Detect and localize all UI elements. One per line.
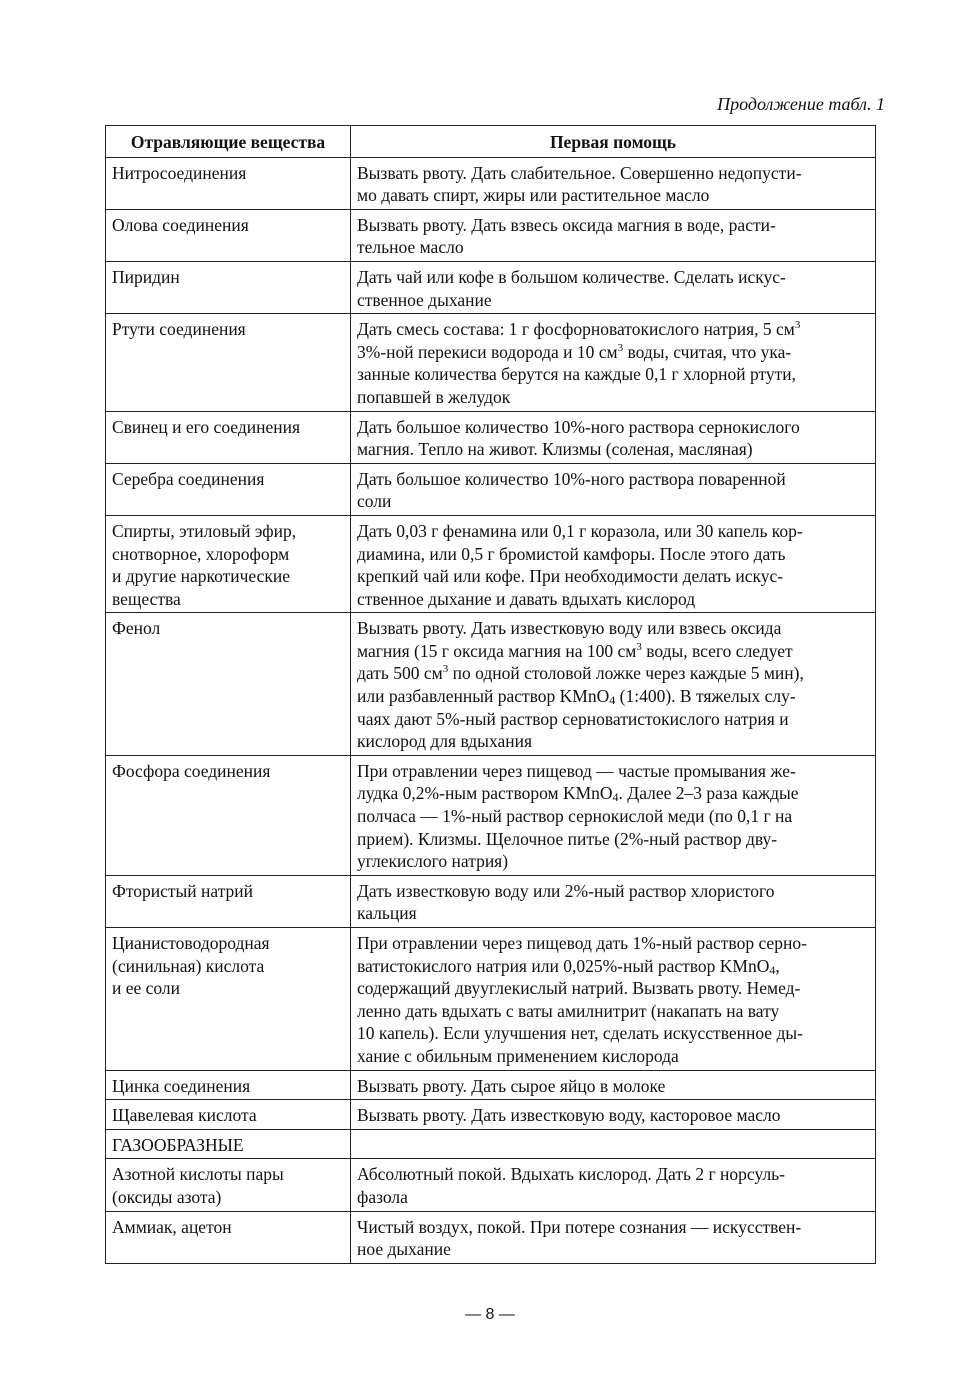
substance-cell: Свинец и его соединения xyxy=(106,411,351,463)
first-aid-cell: Чистый воздух, покой. При потере сознания — искусствен- ное дыхание xyxy=(351,1211,876,1263)
first-aid-cell xyxy=(351,1129,876,1159)
substance-cell: Ртути соединения xyxy=(106,314,351,411)
substance-cell: Азотной кислоты пары (оксиды азота) xyxy=(106,1159,351,1211)
substance-cell: Спирты, этиловый эфир, снотворное, хлороформ и другие наркотические вещества xyxy=(106,515,351,612)
first-aid-cell: Вызвать рвоту. Дать известковую воду или взвесь оксида магния (15 г оксида магния на 100 $см^3$ воды, всего следует дать 500 $см^3$ по одной столовой ложке через каждые 5 мин), или разбавленный раствор KMnO$_4$ (1:400). В тяжелых слу- чаях дают 5%-ный раствор серноватистокислого натрия и кислород для вдыхания xyxy=(351,613,876,756)
substance-cell: Цинка соединения xyxy=(106,1070,351,1100)
page-number: — 8 — xyxy=(465,1306,515,1323)
table-row xyxy=(106,1211,876,1263)
first-aid-cell: При отравлении через пищевод — частые промывания же- лудка 0,2%-ным раствором KMnO$_4$. Далее 2–3 раза каждые полчаса — 1%-ный раствор сернокислой меди (по 0,1 г на прием). Клизмы. Щелочное питье (2%-ный раствор дву- углекислого натрия) xyxy=(351,755,876,875)
table-header-row xyxy=(106,126,876,158)
table-row xyxy=(106,1159,876,1211)
first-aid-cell: Дать 0,03 г фенамина или 0,1 г коразола, или 30 капель кор- диамина, или 0,5 г бромистой камфоры. После этого дать крепкий чай или кофе. При необходимости делать искус- ственное дыхание и давать вдыхать кислород xyxy=(351,515,876,612)
table-row xyxy=(106,515,876,612)
first-aid-cell: Вызвать рвоту. Дать слабительное. Совершенно недопусти- мо давать спирт, жиры или растительное масло xyxy=(351,157,876,209)
first-aid-cell: Вызвать рвоту. Дать известковую воду, касторовое масло xyxy=(351,1100,876,1130)
substance-cell: ГАЗООБРАЗНЫЕ xyxy=(106,1129,351,1159)
header-first-aid: Первая помощь xyxy=(351,126,876,158)
table-row xyxy=(106,1100,876,1130)
substance-cell: Аммиак, ацетон xyxy=(106,1211,351,1263)
table-row xyxy=(106,314,876,411)
substance-cell: Серебра соединения xyxy=(106,463,351,515)
first-aid-cell: Дать большое количество 10%-ного раствора поваренной соли xyxy=(351,463,876,515)
substance-cell: Пиридин xyxy=(106,261,351,313)
substance-cell: Фосфора соединения xyxy=(106,755,351,875)
first-aid-cell: Абсолютный покой. Вдыхать кислород. Дать 2 г норсуль- фазола xyxy=(351,1159,876,1211)
table-row xyxy=(106,157,876,209)
table-row xyxy=(106,209,876,261)
table-row xyxy=(106,755,876,875)
table-row xyxy=(106,875,876,927)
substance-cell: Щавелевая кислота xyxy=(106,1100,351,1130)
first-aid-cell: Вызвать рвоту. Дать сырое яйцо в молоке xyxy=(351,1070,876,1100)
table-row xyxy=(106,261,876,313)
substance-cell: Фтористый натрий xyxy=(106,875,351,927)
substance-cell: Фенол xyxy=(106,613,351,756)
table-row xyxy=(106,613,876,756)
header-substances: Отравляющие вещества xyxy=(106,126,351,158)
first-aid-cell: Дать смесь состава: 1 г фосфорноватокислого натрия, 5 $см^3$ 3%-ной перекиси водорода и 10 $см^3$ воды, считая, что ука- занные количества берутся на каждые 0,1 г хлорной ртути, попавшей в желудок xyxy=(351,314,876,411)
table-caption: Продолжение табл. 1 xyxy=(717,94,885,114)
first-aid-cell: Дать чай или кофе в большом количестве. Сделать искус- ственное дыхание xyxy=(351,261,876,313)
table-row xyxy=(106,928,876,1071)
table-row xyxy=(106,463,876,515)
substance-cell: Цианистоводородная (синильная) кислота и ее соли xyxy=(106,928,351,1071)
first-aid-cell: Дать большое количество 10%-ного раствора сернокислого магния. Тепло на живот. Клизмы (соленая, масляная) xyxy=(351,411,876,463)
table-row xyxy=(106,1129,876,1159)
first-aid-cell: Вызвать рвоту. Дать взвесь оксида магния в воде, расти- тельное масло xyxy=(351,209,876,261)
first-aid-table xyxy=(105,125,876,1264)
first-aid-cell: Дать известковую воду или 2%-ный раствор хлористого кальция xyxy=(351,875,876,927)
substance-cell: Нитросоединения xyxy=(106,157,351,209)
first-aid-cell: При отравлении через пищевод дать 1%-ный раствор серно- ватистокислого натрия или 0,025%-ный раствор KMnO$_4$, содержащий двууглекислый натрий. Вызвать рвоту. Немед- ленно дать вдыхать с ваты амилнитрит (накапать на вату 10 капель). Если улучшения нет, сделать искусственное ды- хание с обильным применением кислорода xyxy=(351,928,876,1071)
substance-cell: Олова соединения xyxy=(106,209,351,261)
table-row xyxy=(106,411,876,463)
table-row xyxy=(106,1070,876,1100)
